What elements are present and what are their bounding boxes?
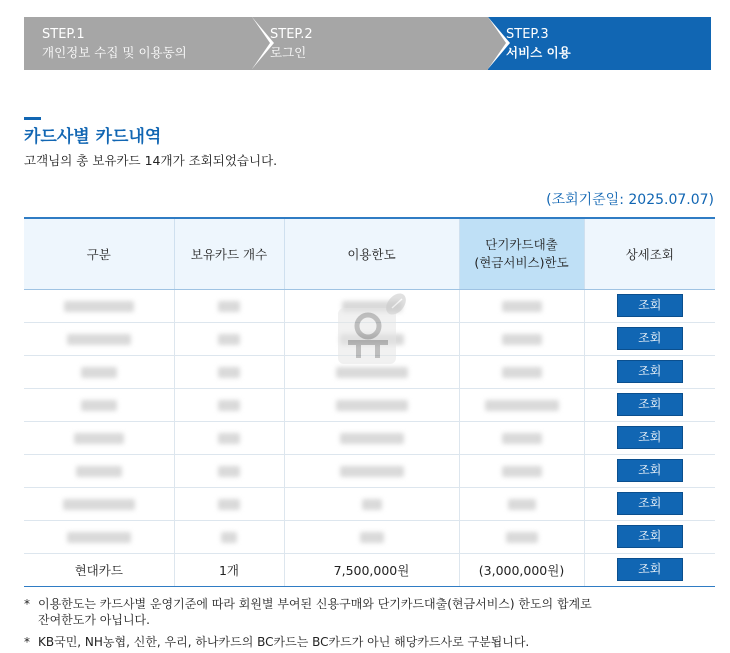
redacted-short-limit xyxy=(508,499,536,510)
note-bc-card-text: KB국민, NH농협, 신한, 우리, 하나카드의 BC카드는 BC카드가 아닌 해당카드사로 구분됩니다. xyxy=(38,635,530,649)
detail-button[interactable]: 조회 xyxy=(617,360,683,383)
detail-button[interactable]: 조회 xyxy=(617,294,683,317)
cell-short-term-limit: (3,000,000원) xyxy=(459,553,584,586)
table-row xyxy=(24,553,715,586)
header-short-term-limit xyxy=(459,218,584,289)
redacted-count xyxy=(218,400,240,411)
redacted-short-limit xyxy=(502,301,542,312)
note-bc-card xyxy=(24,634,592,650)
detail-button[interactable]: 조회 xyxy=(617,327,683,350)
note-bullet: * xyxy=(24,635,30,649)
redacted-company xyxy=(64,301,134,312)
redacted-short-limit xyxy=(485,400,559,411)
table-row xyxy=(24,454,715,487)
base-date: (조회기준일: 2025.07.07) xyxy=(546,192,714,208)
redacted-short-limit xyxy=(506,532,538,543)
watermark-logo-icon xyxy=(328,290,408,370)
redacted-limit xyxy=(362,499,382,510)
redacted-limit xyxy=(336,400,408,411)
detail-button[interactable]: 조회 xyxy=(617,525,683,548)
redacted-short-limit xyxy=(502,466,542,477)
redacted-company xyxy=(81,367,117,378)
redacted-count xyxy=(218,301,240,312)
redacted-limit xyxy=(360,532,384,543)
table-row xyxy=(24,388,715,421)
detail-button[interactable]: 조회 xyxy=(617,492,683,515)
redacted-count xyxy=(221,532,237,543)
detail-button[interactable]: 조회 xyxy=(617,459,683,482)
redacted-count xyxy=(218,466,240,477)
step-separator-arrow xyxy=(252,17,270,69)
note-limit-line1: 이용한도는 카드사별 운영기준에 따라 회원별 부여된 신용구매와 단기카드대출(현금서비스) 한도의 합계로 xyxy=(38,597,592,611)
step-1 xyxy=(24,17,252,70)
table-row xyxy=(24,520,715,553)
table-row xyxy=(24,421,715,454)
note-limit-line2: 잔여한도가 아닙니다. xyxy=(38,613,150,627)
step-progress xyxy=(24,17,711,70)
table-header-row xyxy=(24,218,715,289)
redacted-count xyxy=(218,499,240,510)
detail-button[interactable]: 조회 xyxy=(617,393,683,416)
redacted-company xyxy=(67,532,131,543)
step-separator-arrow xyxy=(488,17,506,69)
step-2-number: STEP.2 xyxy=(270,27,313,42)
step-2-label: 로그인 xyxy=(270,45,307,60)
step-1-number: STEP.1 xyxy=(42,27,85,42)
step-3-label: 서비스 이용 xyxy=(506,45,571,60)
redacted-company xyxy=(81,400,117,411)
note-limit xyxy=(24,596,592,628)
card-count-summary: 고객님의 총 보유카드 14개가 조회되었습니다. xyxy=(24,153,278,168)
header-detail: 상세조회 xyxy=(584,218,715,289)
title-accent-bar xyxy=(24,117,41,120)
redacted-company xyxy=(76,466,122,477)
redacted-count xyxy=(218,367,240,378)
notes xyxy=(24,596,592,650)
header-short-term-limit-line2: (현금서비스)한도 xyxy=(474,254,569,270)
step-2 xyxy=(252,17,488,70)
redacted-limit xyxy=(340,433,404,444)
step-3 xyxy=(488,17,711,70)
redacted-limit xyxy=(340,466,404,477)
redacted-short-limit xyxy=(502,334,542,345)
redacted-company xyxy=(63,499,135,510)
step-1-label: 개인정보 수집 및 이용동의 xyxy=(42,45,187,60)
header-card-count: 보유카드 개수 xyxy=(174,218,284,289)
card-list-table xyxy=(24,217,715,587)
header-limit: 이용한도 xyxy=(284,218,459,289)
detail-button[interactable]: 조회 xyxy=(617,426,683,449)
detail-button[interactable]: 조회 xyxy=(617,558,683,581)
page-title: 카드사별 카드내역 xyxy=(24,127,162,147)
redacted-count xyxy=(218,433,240,444)
table-row xyxy=(24,487,715,520)
cell-card-count: 1개 xyxy=(174,553,284,586)
header-short-term-limit-line1: 단기카드대출 xyxy=(485,236,558,252)
cell-limit: 7,500,000원 xyxy=(284,553,459,586)
redacted-company xyxy=(74,433,124,444)
header-company: 구분 xyxy=(24,218,174,289)
redacted-short-limit xyxy=(502,433,542,444)
cell-company: 현대카드 xyxy=(24,553,174,586)
step-3-number: STEP.3 xyxy=(506,27,549,42)
redacted-company xyxy=(67,334,131,345)
redacted-count xyxy=(218,334,240,345)
redacted-short-limit xyxy=(502,367,542,378)
note-bullet: * xyxy=(24,597,30,611)
